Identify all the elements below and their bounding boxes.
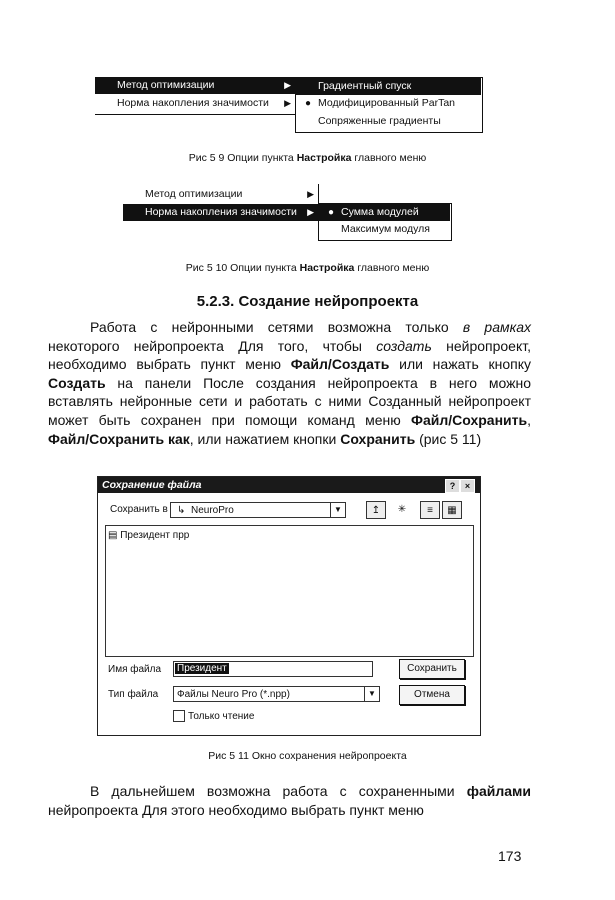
caption-text: Рис 5 9 Опции пункта	[188, 152, 297, 164]
filetype-dropdown[interactable]	[173, 686, 380, 702]
text-run: (рис 5 11)	[415, 430, 482, 447]
submenu-arrow-icon: ▶	[307, 207, 314, 217]
file-icon: ▤	[108, 530, 118, 541]
caption-text: Рис 5 10 Опции пункта	[185, 262, 300, 274]
details-view-button[interactable]	[442, 501, 462, 519]
details-view-icon: ▦	[447, 505, 457, 516]
file-item[interactable]	[108, 530, 189, 541]
text-run: некоторого нейропроекта Для того, чтобы	[48, 337, 377, 354]
menu-item-significance-norm[interactable]	[95, 95, 295, 112]
save-in-label: Сохранить в	[110, 504, 168, 515]
up-folder-button[interactable]	[366, 501, 386, 519]
save-in-folder-name: NeuroPro	[191, 505, 234, 516]
caption-bold-text: Настройка	[296, 152, 352, 164]
caption-text: главного меню	[354, 262, 430, 274]
readonly-label: Только чтение	[188, 711, 255, 722]
figure-5-9-caption	[0, 152, 615, 164]
new-folder-button[interactable]	[392, 501, 412, 519]
section-heading: 5.2.3. Создание нейропроекта	[196, 293, 419, 310]
text-run: , или нажатием кнопки	[189, 430, 341, 447]
bold-text: Создать	[48, 374, 106, 391]
submenu-item-gradient-descent[interactable]	[296, 78, 481, 95]
menu-item-optimization-method[interactable]	[95, 77, 295, 94]
new-folder-icon: ✳	[397, 504, 407, 515]
folder-icon: ↳	[177, 505, 186, 516]
filetype-label: Тип файла	[108, 689, 159, 700]
figure-5-11-caption: Рис 5 11 Окно сохранения нейропроекта	[208, 750, 407, 762]
text-run: или нажать кнопку	[389, 356, 531, 373]
save-button[interactable]: Сохранить	[399, 659, 465, 679]
bold-text: Сохранить	[340, 430, 416, 447]
italic-text: в рамках	[462, 319, 532, 335]
submenu-item-max-modulus[interactable]	[319, 221, 450, 238]
menu-item-label: Норма накопления значимости	[145, 206, 297, 218]
submenu-item-label: Максимум модуля	[341, 223, 430, 235]
menu-bottom-border	[95, 114, 295, 115]
filename-value: Президент	[177, 663, 227, 674]
bold-text: Файл/Сохранить	[411, 411, 528, 428]
radio-bullet-icon: ●	[328, 207, 335, 218]
chevron-down-icon: ▼	[330, 503, 345, 517]
bold-text: Файл/Создать	[290, 356, 390, 373]
text-run: ,	[527, 411, 531, 428]
page-number: 173	[498, 848, 522, 864]
figure-5-10-caption	[0, 262, 615, 274]
submenu-arrow-icon: ▶	[284, 80, 291, 90]
text-run: на панели После создания нейропроекта в него можно вставлять нейронные сети и работать с ними Созданный нейропроект может быть сохранен при помощи команд меню	[48, 374, 531, 428]
up-folder-icon: ↥	[371, 505, 381, 516]
menu-item-significance-norm[interactable]	[123, 204, 318, 221]
dialog-title-bar	[98, 477, 480, 493]
submenu-arrow-icon: ▶	[307, 189, 314, 199]
submenu-item-conjugate-gradients[interactable]	[296, 113, 481, 130]
caption-bold-text: Настройка	[299, 262, 355, 274]
submenu-item-label: Градиентный спуск	[318, 80, 412, 92]
body-paragraph	[48, 318, 531, 448]
bold-text: файлами	[466, 783, 531, 799]
text-run: нейропроект, необходимо выбрать пункт меню	[48, 337, 531, 373]
text-run: Работа с нейронными сетями возможна только	[90, 319, 463, 335]
save-file-dialog	[97, 476, 481, 736]
dialog-title: Сохранение файла	[102, 479, 202, 491]
chevron-down-icon: ▼	[364, 687, 379, 701]
menu-item-label: Метод оптимизации	[117, 79, 215, 91]
submenu-item-label: Модифицированный ParTan	[318, 97, 456, 109]
filetype-value: Файлы Neuro Pro (*.npp)	[177, 689, 290, 700]
file-item-name: Президент прр	[120, 530, 190, 541]
save-in-dropdown[interactable]	[170, 502, 346, 518]
submenu-item-sum-of-moduli[interactable]	[319, 204, 450, 221]
italic-text: создать	[376, 337, 432, 354]
submenu-item-partan[interactable]	[296, 95, 481, 112]
menu-item-label: Метод оптимизации	[145, 188, 243, 200]
menu-item-label: Норма накопления значимости	[117, 97, 269, 109]
caption-text: главного меню	[351, 152, 427, 164]
filename-label: Имя файла	[108, 664, 162, 675]
help-button[interactable]: ?	[445, 479, 460, 493]
list-view-button[interactable]	[420, 501, 440, 519]
text-run: В дальнейшем возможна работа с сохраненными	[90, 783, 467, 799]
text-run: нейропроекта Для этого необходимо выбрать пункт меню	[48, 801, 424, 818]
submenu-item-label: Сопряженные градиенты	[318, 115, 441, 127]
file-list[interactable]	[105, 525, 474, 657]
submenu-arrow-icon: ▶	[284, 98, 291, 108]
list-view-icon: ≡	[427, 505, 433, 516]
bold-text: Файл/Сохранить как	[48, 430, 190, 447]
body-paragraph	[48, 782, 531, 819]
menu-item-optimization-method[interactable]	[123, 186, 318, 203]
submenu-item-label: Сумма модулей	[341, 206, 419, 218]
readonly-checkbox[interactable]	[173, 710, 185, 722]
radio-bullet-icon: ●	[305, 98, 312, 109]
filename-input[interactable]	[173, 661, 373, 677]
close-button[interactable]: ×	[460, 479, 475, 493]
cancel-button[interactable]: Отмена	[399, 685, 465, 705]
